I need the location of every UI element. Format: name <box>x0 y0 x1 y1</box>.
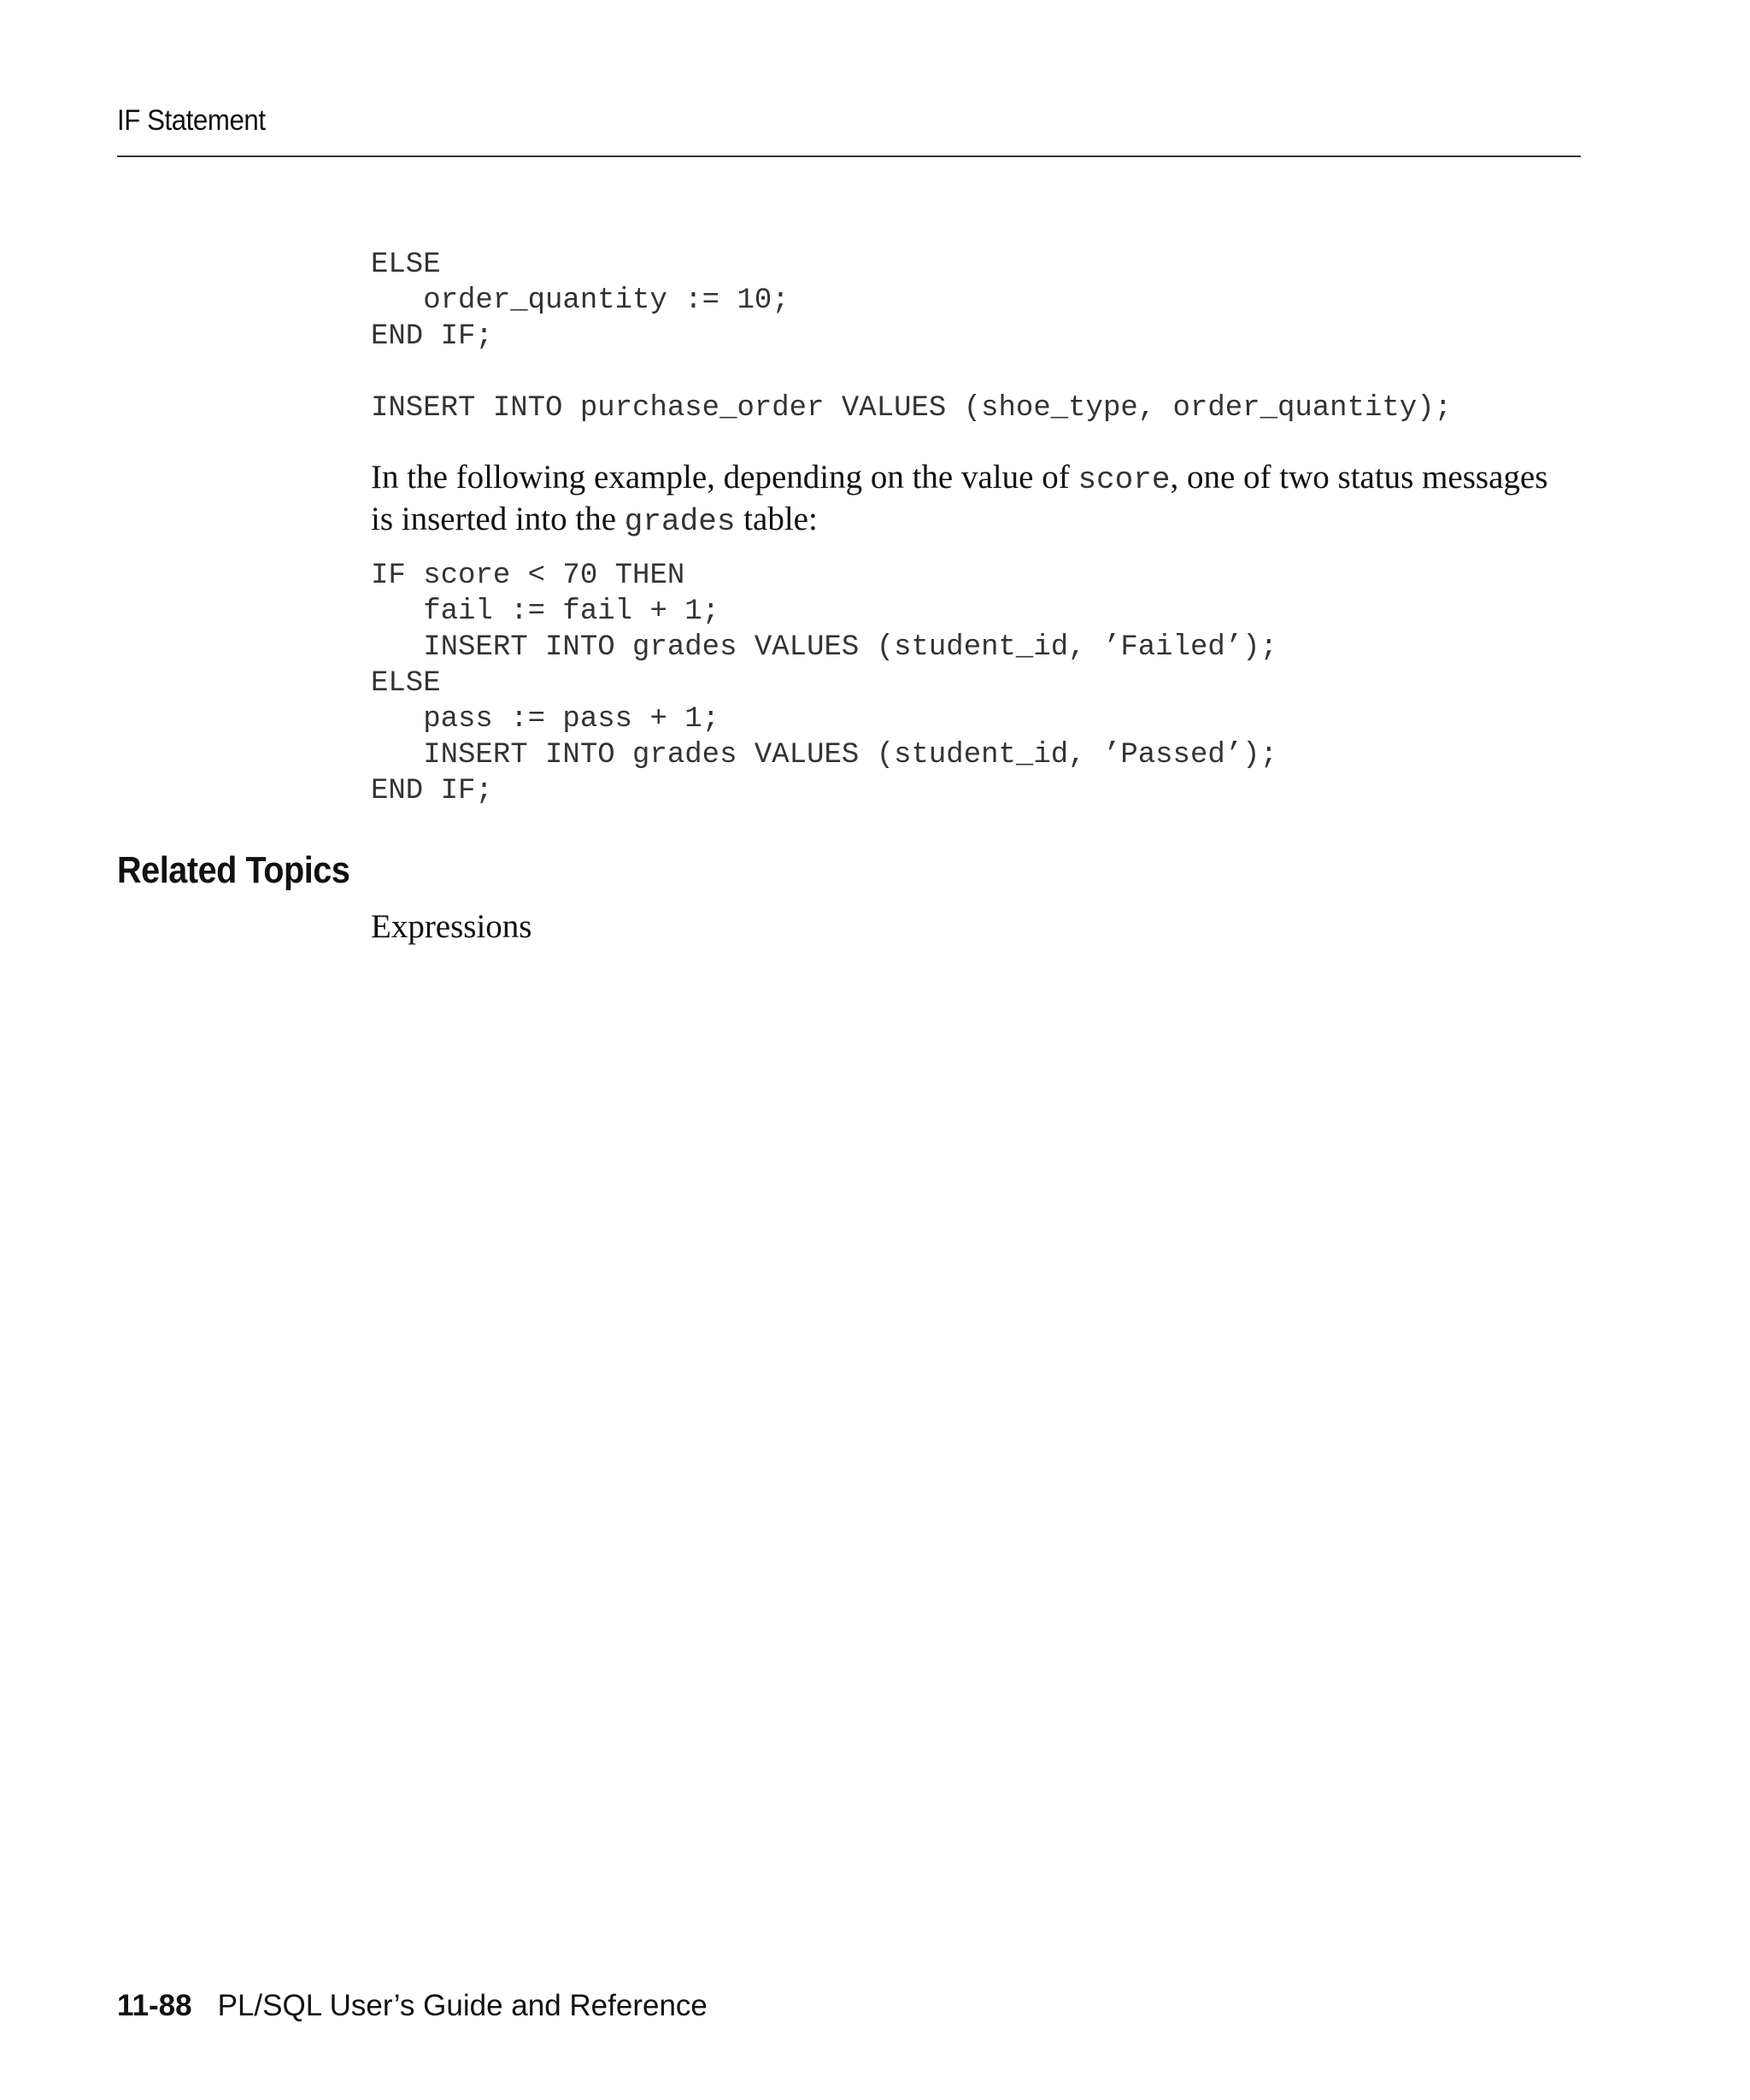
inline-code-score: score <box>1078 462 1171 497</box>
related-topic-link-expressions[interactable]: Expressions <box>371 908 532 945</box>
page-footer <box>117 1989 708 2023</box>
paragraph-text-3: table: <box>735 501 818 537</box>
paragraph-text-1: In the following example, depending on the value of <box>371 459 1078 496</box>
header-rule <box>117 155 1581 157</box>
related-topics-heading: Related Topics <box>117 849 350 891</box>
paragraph-text-2: , one of two status messages is inserted into the <box>371 459 1548 537</box>
page-number: 11-88 <box>117 1989 192 2022</box>
inline-code-grades: grades <box>624 504 736 539</box>
example-description-paragraph <box>371 458 1550 542</box>
running-header-title: IF Statement <box>117 104 266 137</box>
book-title: PL/SQL User’s Guide and Reference <box>217 1989 708 2022</box>
code-block-score-example: IF score < 70 THEN fail := fail + 1; INSERT INTO grades VALUES (student_id, ’Failed’); ELSE pass := pass + 1; INSERT INTO grades VALUES (student_id, ’Passed’); END IF; <box>371 560 1277 807</box>
code-block-else-insert: ELSE order_quantity := 10; END IF; INSERT INTO purchase_order VALUES (shoe_type, order_quantity); <box>371 249 1453 425</box>
